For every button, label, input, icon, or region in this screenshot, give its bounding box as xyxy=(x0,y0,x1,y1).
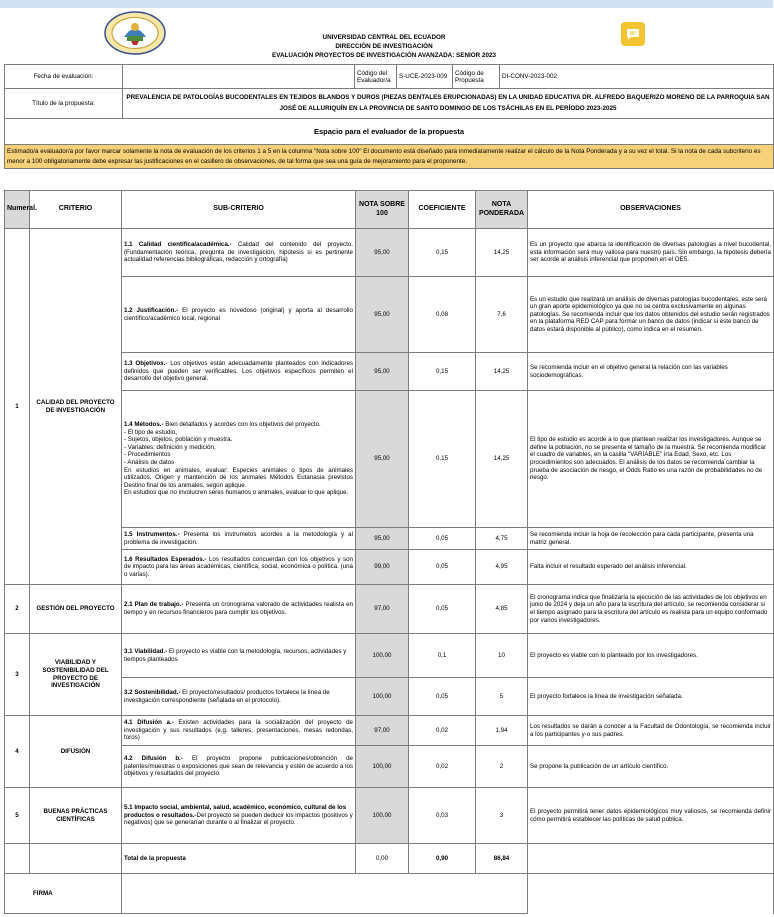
subcriterio-title: 1.2 Justificación.- xyxy=(124,306,179,314)
ponderada-value: 14,25 xyxy=(476,391,528,528)
nota-input[interactable]: 95,00 xyxy=(356,528,409,550)
ponderada-value: 3 xyxy=(476,788,528,844)
subcriterio-text: El proyecto es novedoso (original) y aporta al desarrollo científico/académico local, regional xyxy=(124,306,353,322)
subcriterio-cell xyxy=(122,229,356,277)
evaluation-title: EVALUACIÓN PROYECTOS DE INVESTIGACIÓN AVANZADA: SENIOR 2023 xyxy=(272,52,496,59)
group-num: 3 xyxy=(5,634,30,716)
top-bar xyxy=(0,0,773,8)
observaciones-input[interactable]: El proyecto fortalece la línea de investigación señalada. xyxy=(528,678,774,716)
ponderada-value: 7,6 xyxy=(476,277,528,353)
subcriterio-text: Calidad del contenido del proyecto. (Fundamentación teórica, pregunta de investigación, hipótesis si es pertinente actualidad referencias bibliográficas, redacción y ortografía) xyxy=(124,241,353,264)
table-header-row xyxy=(5,191,774,229)
subcriterio-cell xyxy=(122,391,356,528)
subcriterio-cell xyxy=(122,634,356,678)
observaciones-input[interactable]: Es un estudio que realizará un análisis de diversas patologías bucodentales, este será un gran aporte epidemiológico ya que no se centra exclusivamente en algunas patologías. Se recomienda incluir que los datos obtenidos del estudio serán registrados en la plataforma RED CAP para formar un banco de datos (indicar si este banco de datos estará disponible al público), como indica en el resumen. xyxy=(528,277,774,353)
firma-input[interactable] xyxy=(122,874,528,914)
subcriterio-cell xyxy=(122,746,356,788)
observaciones-input[interactable]: El proyecto permitirá tener datos epidemiológicos muy valiosos, se recomienda definir cómo permitirá establecer las políticas de salud pública. xyxy=(528,788,774,844)
espacio-evaluador-label: Espacio para el evaluador de la propuesta xyxy=(5,119,774,145)
observaciones-input[interactable]: Los resultados se darán a conocer a la Facultad de Odontología, se recomienda incluir a los participantes y-o sus padres. xyxy=(528,716,774,746)
col-subcriterio-header: SUB-CRITERIO xyxy=(122,191,356,229)
subcriterio-title: 1.3 Objetivos.- xyxy=(124,360,168,368)
col-criterio-header: CRITERIO xyxy=(30,191,122,229)
subcriterio-text: Presenta un cronograma valorado de actividades realista en tiempo y en recursos financieros para cumplir los objetivos. xyxy=(124,601,353,616)
subcriterio-title: 2.1 Plan de trabajo.- xyxy=(124,601,184,609)
ponderada-value: 1,94 xyxy=(476,716,528,746)
subcriterio-title: 3.1 Viabilidad.- xyxy=(124,647,168,655)
university-name: UNIVERSIDAD CENTRAL DEL ECUADOR xyxy=(322,34,446,41)
subcriterio-text: Los resultados concuerdan con los objetivos y son de impacto para las áreas académicas, científica, social, económica o política. (una o varias). xyxy=(124,555,353,578)
university-seal-icon xyxy=(104,11,166,55)
coeficiente-value: 0,1 xyxy=(409,634,476,678)
group-criterio: BUENAS PRÁCTICAS CIENTÍFICAS xyxy=(30,788,122,844)
titulo-value[interactable]: PREVALENCIA DE PATOLOGÍAS BUCODENTALES EN TEJIDOS BLANDOS Y DUROS (PIEZAS DENTALES ERUPCIONADAS) EN LA UNIDAD EDUCATIVA DR. ALFREDO BAQUERIZO MORENO DE LA PARROQUIA SAN JOSÉ DE ALLURIQUÍN EN LA PROVINCIA DE SANTO DOMINGO DE LOS TSÁCHILAS EN EL PERÍODO 2023-2025 xyxy=(123,89,774,119)
firma-empty-cell xyxy=(528,874,774,914)
total-coeficiente: 0,90 xyxy=(409,844,476,874)
subcriterio-title: 4.1 Difusión a.- xyxy=(124,719,174,727)
group-num: 5 xyxy=(5,788,30,844)
observaciones-input[interactable]: Falta incluir el resultado esperado del análisis inferencial. xyxy=(528,550,774,585)
coeficiente-value: 0,02 xyxy=(409,716,476,746)
subcriterio-cell xyxy=(122,788,356,844)
col-ponderada-header: NOTA PONDERADA xyxy=(476,191,528,229)
evaluation-sheet xyxy=(4,8,773,917)
ponderada-value: 14,25 xyxy=(476,353,528,391)
observaciones-input[interactable]: El cronograma indica que finalizaría la ejecución de las actividades de los objetivos en junio de 2024 y deja un año para la escritura del artículo, se recomienda considerar si el tiempo asignado para la escritura del artículo es realista para un equipo conformado por varios investigadores. xyxy=(528,585,774,634)
total-empty-cell xyxy=(5,844,30,874)
nota-input[interactable]: 100,00 xyxy=(356,634,409,678)
firma-row xyxy=(5,874,774,914)
codigo-propuesta-label: Código de Propuesta xyxy=(453,65,500,89)
nota-input[interactable]: 97,00 xyxy=(356,585,409,634)
subcriterio-cell xyxy=(122,678,356,716)
coeficiente-value: 0,05 xyxy=(409,678,476,716)
subcriterio-cell xyxy=(122,716,356,746)
ponderada-value: 4,95 xyxy=(476,550,528,585)
group-criterio: DIFUSIÓN xyxy=(30,716,122,788)
col-num-header: Numeral. xyxy=(5,191,30,229)
ponderada-value: 14,25 xyxy=(476,229,528,277)
nota-input[interactable]: 95,00 xyxy=(356,391,409,528)
firma-label: FIRMA xyxy=(5,874,122,914)
subcriterio-title: 3.2 Sostenibilidad.- xyxy=(124,688,181,696)
titulo-label: Título de la propuesta: xyxy=(5,89,123,119)
group-num: 2 xyxy=(5,585,30,634)
subcriterio-title: 1.4 Métodos.- xyxy=(124,421,164,429)
observaciones-input[interactable]: Se propone la publicación de un artículo científico. xyxy=(528,746,774,788)
ponderada-value: 10 xyxy=(476,634,528,678)
ponderada-value: 4,75 xyxy=(476,528,528,550)
ponderada-value: 4,85 xyxy=(476,585,528,634)
nota-input[interactable]: 95,00 xyxy=(356,277,409,353)
group-criterio: VIABILIDAD Y SOSTENIBILIDAD DEL PROYECTO DE INVESTIGACIÓN xyxy=(30,634,122,716)
coeficiente-value: 0,08 xyxy=(409,277,476,353)
nota-input[interactable]: 97,00 xyxy=(356,716,409,746)
observaciones-input[interactable]: Es un proyecto que abarca la identificación de diversas patologías a nivel bucodental, esta información será muy valiosa para nuestro país. Sin embargo, la hipótesis debería ser acorde al análisis inferencial que proponen en el OE5. xyxy=(528,229,774,277)
nota-input[interactable]: 100,00 xyxy=(356,788,409,844)
chat-icon xyxy=(626,28,640,41)
fecha-input[interactable] xyxy=(123,65,355,89)
observaciones-input[interactable]: El proyecto es viable con lo planteado por los investigadores. xyxy=(528,634,774,678)
coeficiente-value: 0,15 xyxy=(409,353,476,391)
table-row xyxy=(5,585,774,634)
subcriterio-text: Existen actividades para la socialización del proyecto de investigación y sus resultados (e.g. talleres, presentaciones, mesas redondas, foros) xyxy=(124,719,353,742)
coeficiente-value: 0,05 xyxy=(409,585,476,634)
subcriterio-cell xyxy=(122,550,356,585)
col-nota-header: NOTA SOBRE 100 xyxy=(356,191,409,229)
subcriterio-text: El proyecto es viable con la metodología, recursos, actividades y tiempos planteados xyxy=(124,647,347,663)
subcriterio-cell xyxy=(122,585,356,634)
coeficiente-value: 0,05 xyxy=(409,528,476,550)
group-criterio: CALIDAD DEL PROYECTO DE INVESTIGACIÓN xyxy=(30,229,122,585)
subcriterio-text: El proyecto propone publicaciones/obtención de patentes/muestras o exposiciones que sean de relevancia y estén de acuerdo a los objetivos y resultados del proyecto. xyxy=(124,755,353,778)
subcriterio-text: Presenta los instrumetos acordes a la metodología y al problema de investigación. xyxy=(124,530,353,546)
subcriterio-cell xyxy=(122,528,356,550)
nota-input[interactable]: 95,00 xyxy=(356,229,409,277)
subcriterio-text: Los objetivos están adecuadamente planteados con indicadores definidos que pueden ser verificables. Los objetivos específicos permiten el desarrollo del objetivo general. xyxy=(124,360,354,383)
group-num: 4 xyxy=(5,716,30,788)
table-row xyxy=(5,229,774,277)
coeficiente-value: 0,15 xyxy=(409,229,476,277)
subcriterio-title: 1.5 Instrumentos.- xyxy=(124,530,180,538)
col-coeficiente-header: COEFICIENTE xyxy=(409,191,476,229)
total-ponderada: 86,84 xyxy=(476,844,528,874)
group-criterio: GESTIÓN DEL PROYECTO xyxy=(30,585,122,634)
total-row xyxy=(5,844,774,874)
table-row xyxy=(5,788,774,844)
instructions-text: Estimado/a evaluador/a por favor marcar solamente la nota de evaluación de los criterios 1 a 5 en la columna "Nota sobre 100" El documento está diseñado para inmediatamente realizar el cálculo de la Nota Ponderada y a su vez el total. Si la nota de cada subcriterio es menor a 100 obligatoriamente debe expresar las justificaciones en el casillero de observaciones, de tal forma que sea una guía de mejoramiento para el proponente. xyxy=(5,145,774,169)
nota-input[interactable]: 95,00 xyxy=(356,353,409,391)
observaciones-input[interactable]: El tipo de estudio es acorde a lo que plantean realizar los investigadores. Aunque se define la población, no se presenta el tamaño de la muestra. Se recomienda modificar el cuadro de variables, en la casilla "VARIABLE" iría Edad, Sexo, etc. Los procedimientos son adecuados. El análisis de los datos se recomienda cambiar la prueba de asociación de riesgo, el Odds Ratio es una razón de probabilidades no de riesgo. xyxy=(528,391,774,528)
ponderada-value: 2 xyxy=(476,746,528,788)
coeficiente-value: 0,03 xyxy=(409,788,476,844)
total-empty-cell xyxy=(30,844,122,874)
total-empty-cell xyxy=(528,844,774,874)
coeficiente-value: 0,15 xyxy=(409,391,476,528)
nota-input[interactable]: 99,00 xyxy=(356,550,409,585)
nota-input[interactable]: 100,00 xyxy=(356,746,409,788)
direction-name: DIRECCIÓN DE INVESTIGACIÓN xyxy=(335,43,433,50)
subcriterio-text: El proyecto/resultados/ productos fortalece la línea de investigación correspondiente (señalada en el protocolo). xyxy=(124,688,330,704)
chat-button[interactable] xyxy=(621,22,645,46)
observaciones-input[interactable]: Se recomienda incluir la hoja de recolección para cada participante, presenta una matriz general. xyxy=(528,528,774,550)
col-observaciones-header: OBSERVACIONES xyxy=(528,191,774,229)
codigo-evaluador-value[interactable]: S-UCE-2023-009 xyxy=(397,65,453,89)
subcriterio-title: 1.6 Resultados Esperados.- xyxy=(124,555,207,563)
subcriterio-title: 5.1 Impacto social, ambiental, salud, académico, económico, cultural de los productos o resultados.- xyxy=(124,804,347,819)
meta-table xyxy=(4,64,774,169)
subcriterio-text: Bien detallados y acordes con los objetivos del proyecto. - El tipo de estudio, - Sujetos, objetos, población y muestra. - Variables: definición y medición, - Procedimientos - Análisis de datos En estudios en animales, evaluar: Especies animales o tipos de animales utilizados, Origen y mantención de los animales Métodos Eutanasia previstos Destino final de los animales, según aplique. En estudios que no involucren seres humanos o animales, evaluar lo que aplique. xyxy=(124,421,353,497)
table-row xyxy=(5,634,774,678)
ponderada-value: 5 xyxy=(476,678,528,716)
subcriterio-title: 4.2 Difusión b.- xyxy=(124,755,183,763)
evaluation-table xyxy=(4,190,774,914)
subcriterio-cell xyxy=(122,277,356,353)
observaciones-input[interactable]: Se recomienda incluir en el objetivo general la relación con las variables sociodemográficas. xyxy=(528,353,774,391)
subcriterio-cell xyxy=(122,353,356,391)
group-num: 1 xyxy=(5,229,30,585)
codigo-evaluador-label: Código del Evaluador/a xyxy=(355,65,397,89)
coeficiente-value: 0,05 xyxy=(409,550,476,585)
coeficiente-value: 0,02 xyxy=(409,746,476,788)
total-label: Total de la propuesta xyxy=(122,844,356,874)
subcriterio-title: 1.1 Calidad científica/académica.- xyxy=(124,241,232,249)
table-row xyxy=(5,716,774,746)
nota-input[interactable]: 100,00 xyxy=(356,678,409,716)
total-nota: 0,00 xyxy=(356,844,409,874)
fecha-label: Fecha de evaluación: xyxy=(5,65,123,89)
subcriterio-text: Del proyecto se pueden deducir los impactos (positivos y negativos) que se generarían durante o al finalizar el proyecto. xyxy=(124,811,353,827)
codigo-propuesta-value[interactable]: DI-CONV-2023-002 xyxy=(500,65,774,89)
